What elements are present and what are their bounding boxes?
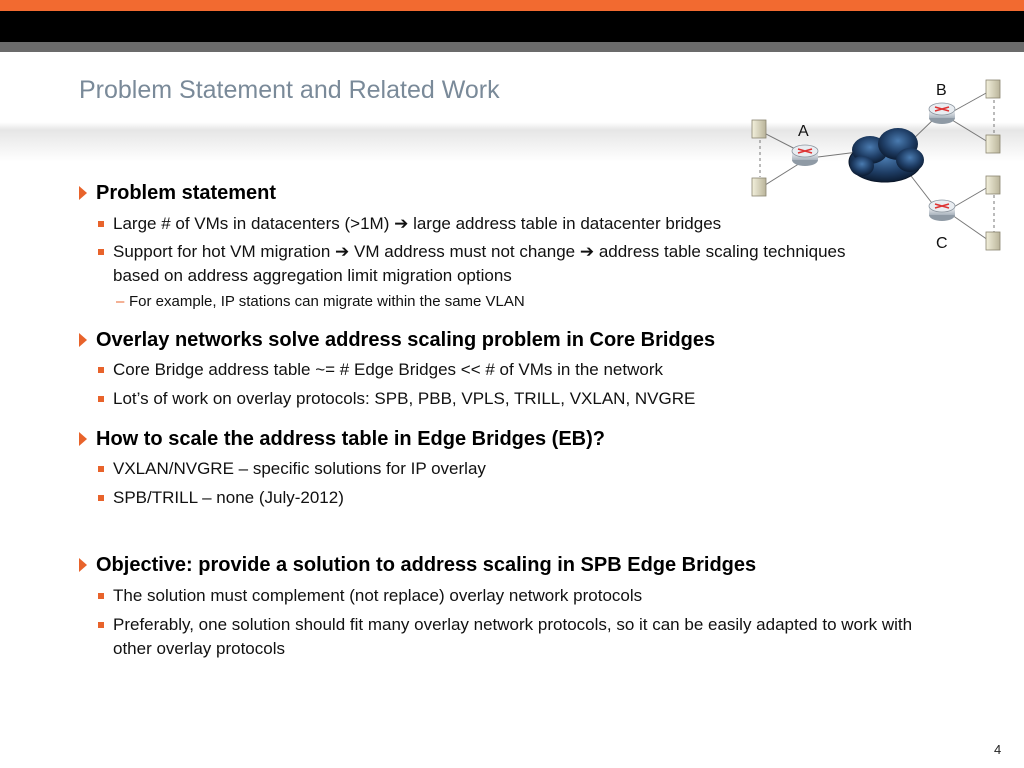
square-bullet-icon <box>98 495 104 501</box>
diagram-label-c: C <box>936 235 948 252</box>
square-bullet-icon <box>98 396 104 402</box>
slide-body: Problem statement Large # of VMs in datacenters (>1M) ➔ large address table in datacenter bridges Support for hot VM migration ➔ VM address must not change ➔ address table scaling techniques based on address aggregation limit migration options – For example, IP stations can migrate within the same VLAN Overlay networks solve address scaling problem in Core Bridges Core Bridge address table ~= # Edge Bridges << # of VMs in the network Lot’s of work on overlay protocols: SPB, PBB, VPLS, TRILL, VXLAN, NVGRE How to scale the address table in Edge Bridges (EB)? VXLAN/NVGRE – specific solutions for IP overlay SPB/TRILL – none (July-2012) Objective: provide a solution to address scaling in SPB Edge Bridges The solution must complement (not replace) overlay network protocols Preferably, one solution should fit many overlay network protocols, so it can be easily adapted to work with other overlay protocols <box>0 0 1024 768</box>
square-bullet-icon <box>98 466 104 472</box>
diagram-label-b: B <box>936 82 947 99</box>
square-bullet-icon <box>98 622 104 628</box>
square-bullet-icon <box>98 593 104 599</box>
square-bullet-icon <box>98 367 104 373</box>
diagram-label-a: A <box>798 123 809 140</box>
triangle-bullet-icon <box>79 558 87 572</box>
triangle-bullet-icon <box>79 432 87 446</box>
dash-bullet-icon: – <box>116 293 125 310</box>
triangle-bullet-icon <box>79 333 87 347</box>
slide-title: Problem Statement and Related Work <box>79 76 500 104</box>
triangle-bullet-icon <box>79 186 87 200</box>
square-bullet-icon <box>98 249 104 255</box>
slide-number: 4 <box>994 742 1002 757</box>
square-bullet-icon <box>98 221 104 227</box>
